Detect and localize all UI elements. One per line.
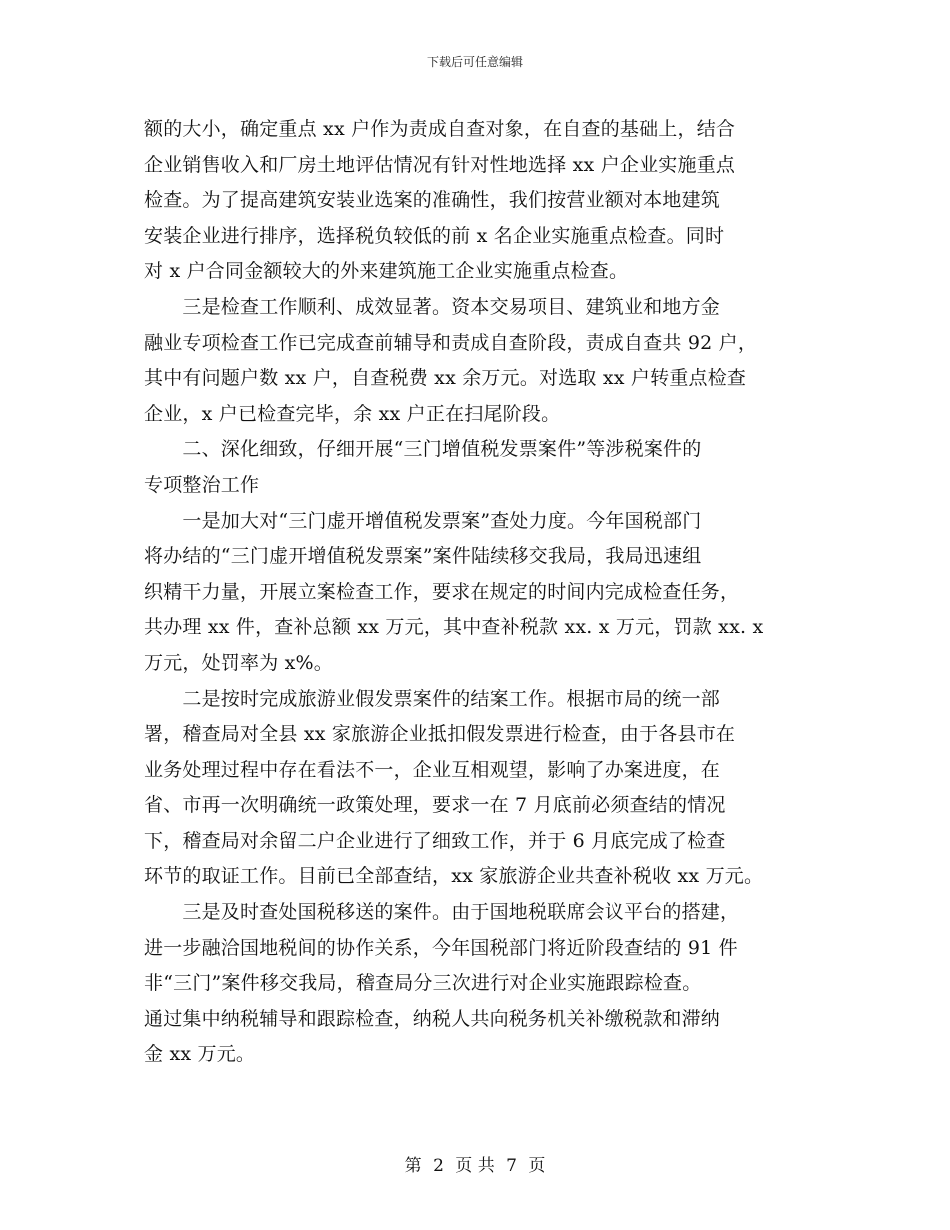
text-line: 署，稽查局对全县 xx 家旅游企业抵扣假发票进行检查，由于各县市在 — [144, 723, 736, 746]
text-line: 业务处理过程中存在看法不一，企业互相观望，影响了办案进度，在 — [144, 758, 721, 781]
text-line: 二、深化细致，仔细开展“三门增值税发票案件”等涉税案件的 — [144, 438, 702, 461]
text-line: 专项整治工作 — [144, 473, 260, 496]
text-line: 一是加大对“三门虚开增值税发票案”查处力度。今年国税部门 — [144, 509, 702, 532]
text-line: 其中有问题户数 xx 户，自查税费 xx 余万元。对选取 xx 户转重点检查 — [144, 367, 747, 390]
text-line: 二是按时完成旅游业假发票案件的结案工作。根据市局的统一部 — [144, 687, 721, 710]
text-line: 共办理 xx 件，查补总额 xx 万元，其中查补税款 xx. x 万元，罚款 xx. x — [144, 616, 764, 639]
page-header: 下载后可任意编辑 — [426, 55, 523, 69]
text-line: 融业专项检查工作已完成查前辅导和责成自查阶段，责成自查共 92 户， — [144, 331, 758, 354]
text-line: 金 xx 万元。 — [144, 1043, 256, 1066]
total-pages: 7 — [506, 1156, 517, 1176]
footer-middle: 页 共 — [455, 1156, 495, 1176]
text-line: 环节的取证工作。目前已全部查结，xx 家旅游企业共查补税收 xx 万元。 — [144, 865, 764, 888]
text-line: 额的大小，确定重点 xx 户作为责成自查对象，在自查的基础上，结合 — [144, 118, 736, 140]
text-line: 检查。为了提高建筑安装业选案的准确性，我们按营业额对本地建筑 — [144, 189, 721, 212]
text-line: 三是检查工作顺利、成效显著。资本交易项目、建筑业和地方金 — [144, 295, 721, 318]
text-line: 织精干力量，开展立案检查工作，要求在规定的时间内完成检查任务， — [144, 580, 740, 603]
text-line: 企业销售收入和厂房土地评估情况有针对性地选择 xx 户企业实施重点 — [144, 153, 736, 176]
page-footer — [0, 1154, 950, 1178]
footer-prefix: 第 — [404, 1156, 422, 1176]
text-line: 万元，处罚率为 x%。 — [144, 651, 334, 674]
text-line: 三是及时查处国税移送的案件。由于国地税联席会议平台的搭建， — [144, 901, 740, 924]
text-line: 非“三门”案件移交我局，稽查局分三次进行对企业实施跟踪检查。 — [144, 972, 702, 995]
text-line: 通过集中纳税辅导和跟踪检查，纳税人共向税务机关补缴税款和滞纳 — [144, 1007, 721, 1030]
body-text — [144, 112, 806, 1073]
page-number: 2 — [433, 1156, 444, 1176]
footer-suffix: 页 — [528, 1156, 546, 1176]
text-line: 省、市再一次明确统一政策处理，要求一在 7 月底前必须查结的情况 — [144, 794, 726, 817]
text-line: 将办结的“三门虚开增值税发票案”案件陆续移交我局，我局迅速组 — [144, 545, 702, 568]
text-line: 下，稽查局对余留二户企业进行了细致工作，并于 6 月底完成了检查 — [144, 829, 726, 852]
text-line: 进一步融洽国地税间的协作关系，今年国税部门将近阶段查结的 91 件 — [144, 936, 738, 959]
text-line: 企业，x 户已检查完毕，余 xx 户正在扫尾阶段。 — [144, 402, 561, 425]
text-line: 安装企业进行排序，选择税负较低的前 x 名企业实施重点检查。同时 — [144, 224, 725, 247]
text-line: 对 x 户合同金额较大的外来建筑施工企业实施重点检查。 — [144, 260, 629, 283]
